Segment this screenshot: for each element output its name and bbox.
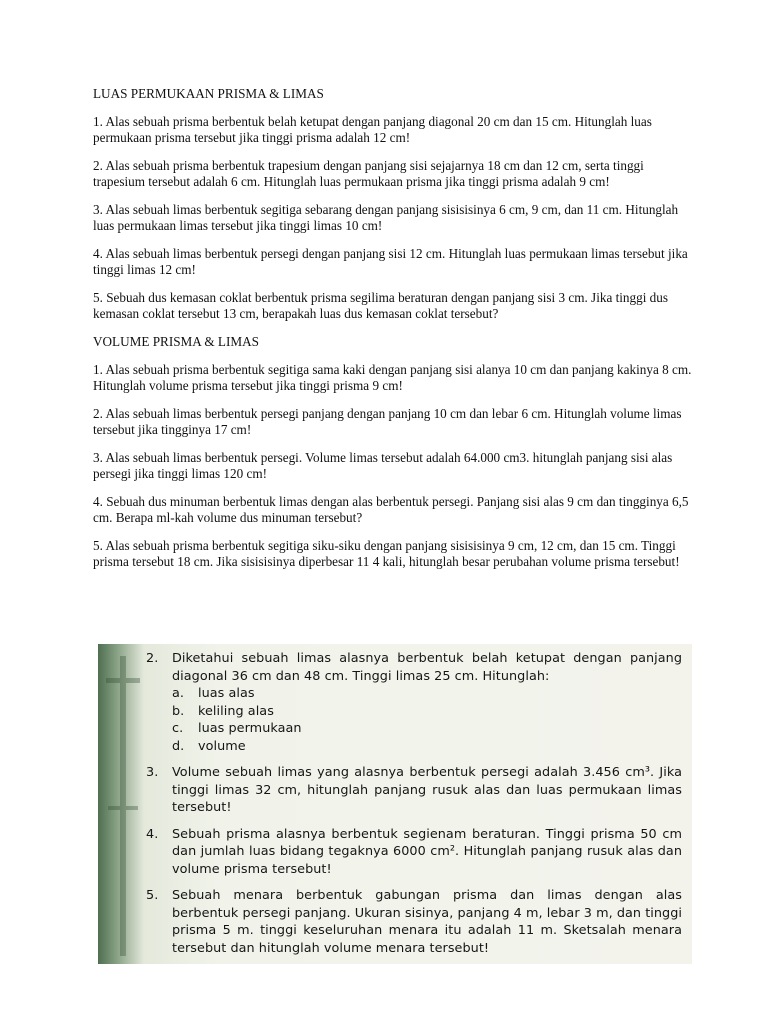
excerpt-subquestion [172,738,682,756]
excerpt-question-number: 3. [146,765,159,780]
excerpt-subquestion-list [172,685,682,755]
excerpt-question-list [146,650,682,964]
excerpt-question-text: Sebuah prisma alasnya berbentuk segienam beraturan. Tinggi prisma 50 cm dan jumlah luas bidang tegaknya 6000 cm². Hitunglah panjang rusuk alas dan volume prisma tersebut! [172,826,682,877]
excerpt-subquestion [172,685,682,703]
volume-question-2: 2. Alas sebuah limas berbentuk persegi panjang dengan panjang 10 cm dan lebar 6 cm. Hitunglah volume limas tersebut jika tingginya 17 cm! [93,406,682,437]
excerpt-subquestion [172,703,682,721]
excerpt-question-number: 5. [146,888,159,903]
subquestion-letter: d. [172,738,185,754]
subquestion-text: luas alas [198,686,255,701]
textbook-excerpt-image [98,644,692,964]
surface-question-2: 2. Alas sebuah prisma berbentuk trapesium dengan panjang sisi sejajarnya 18 cm dan 12 cm, serta tinggi trapesium tersebut adalah 6 cm. Hitunglah luas permukaan prisma jika tinggi prisma adalah 9 cm! [93,158,644,189]
subquestion-letter: c. [172,721,184,736]
excerpt-question [146,887,682,957]
surface-question-1: 1. Alas sebuah prisma berbentuk belah ketupat dengan panjang diagonal 20 cm dan 15 cm. Hitunglah luas permukaan prisma tersebut jika tinggi prisma adalah 12 cm! [93,114,652,145]
section-title-volume: VOLUME PRISMA & LIMAS [93,334,259,349]
surface-question-4: 4. Alas sebuah limas berbentuk persegi dengan panjang sisi 12 cm. Hitunglah luas permukaan limas tersebut jika tinggi limas 12 cm! [93,246,688,277]
subquestion-text: keliling alas [198,703,274,719]
volume-question-3: 3. Alas sebuah limas berbentuk persegi. Volume limas tersebut adalah 64.000 cm3. hitunglah panjang sisi alas persegi jika tinggi limas 120 cm! [93,450,673,481]
subquestion-text: luas permukaan [198,721,302,736]
decorative-cross-watermark [104,656,144,956]
excerpt-question-text: Sebuah menara berbentuk gabungan prisma dan limas dengan alas berbentuk persegi panjang. Ukuran sisinya, panjang 4 m, lebar 3 m, dan tinggi prisma 5 m. tinggi keseluruhan menara itu adalah 11 m. Sketsalah menara tersebut dan hitunglah volume menara tersebut! [172,888,682,956]
subquestion-letter: b. [172,703,185,719]
surface-question-3: 3. Alas sebuah limas berbentuk segitiga sebarang dengan panjang sisisisinya 6 cm, 9 cm, dan 11 cm. Hitunglah luas permukaan limas tersebut jika tinggi limas 10 cm! [93,202,679,233]
excerpt-question-text: Volume sebuah limas yang alasnya berbentuk persegi adalah 3.456 cm³. Jika tinggi limas 32 cm, hitunglah panjang rusuk alas dan luas permukaan limas tersebut! [172,765,682,815]
subquestion-text: volume [198,738,246,754]
excerpt-question-text: Diketahui sebuah limas alasnya berbentuk belah ketupat dengan panjang diagonal 36 cm dan 48 cm. Tinggi limas 25 cm. Hitunglah: [172,651,682,684]
excerpt-question-number: 4. [146,826,159,842]
surface-question-5: 5. Sebuah dus kemasan coklat berbentuk prisma segilima beraturan dengan panjang sisi 3 cm. Jika tinggi dus kemasan coklat tersebut 13 cm, berapakah luas dus kemasan coklat tersebut? [93,290,668,321]
volume-question-4: 4. Sebuah dus minuman berbentuk limas dengan alas berbentuk persegi. Panjang sisi alas 9 cm dan tingginya 6,5 cm. Berapa ml-kah volume dus minuman tersebut? [93,494,689,525]
excerpt-question [146,650,682,755]
excerpt-question-number: 2. [146,651,159,666]
excerpt-question-body [172,650,682,755]
volume-question-1: 1. Alas sebuah prisma berbentuk segitiga sama kaki dengan panjang sisi alanya 10 cm dan panjang kakinya 8 cm. Hitunglah volume prisma tersebut jika tinggi prisma 9 cm! [93,362,692,393]
volume-question-5: 5. Alas sebuah prisma berbentuk segitiga siku-siku dengan panjang sisisisinya 9 cm, 12 cm, dan 15 cm. Tinggi prisma tersebut 18 cm. Jika sisisisinya diperbesar 11 4 kali, hitunglah besar perubahan volume prisma tersebut! [93,538,680,569]
excerpt-question [146,826,682,879]
excerpt-subquestion [172,720,682,738]
excerpt-question [146,764,682,817]
document-text [93,86,693,582]
subquestion-letter: a. [172,686,185,701]
section-title-surface-area: LUAS PERMUKAAN PRISMA & LIMAS [93,86,324,101]
